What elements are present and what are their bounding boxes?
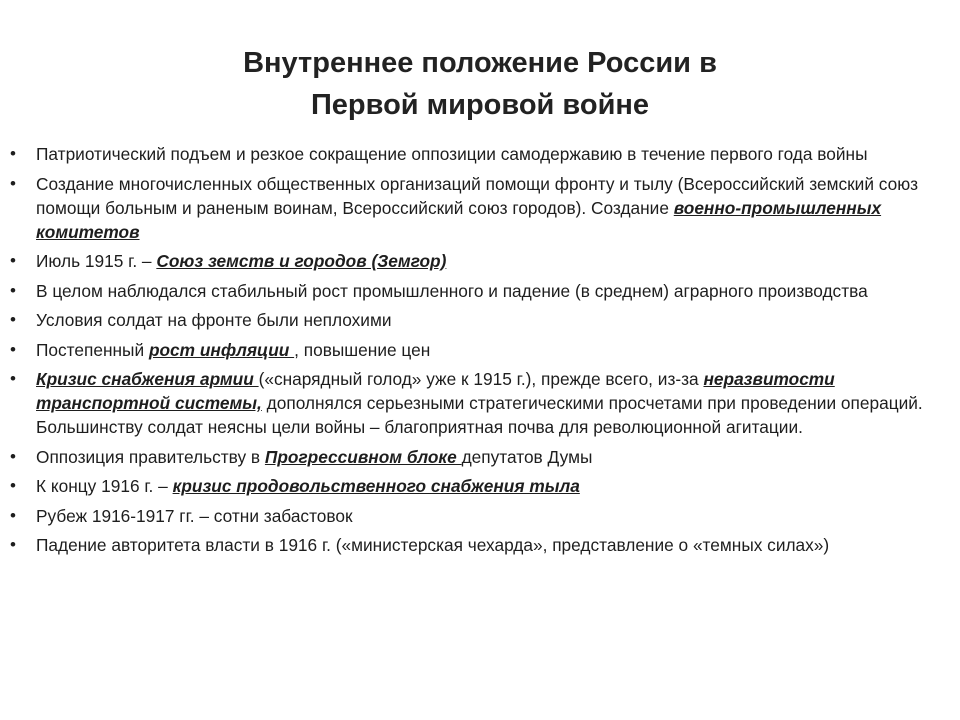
bullet-item: [0, 445, 930, 469]
bullet-text: Оппозиция правительству в: [36, 446, 265, 467]
bullet-text: Постепенный: [36, 339, 149, 360]
bullet-text: К концу 1916 г. –: [36, 476, 173, 496]
bullet-text: В целом наблюдался стабильный рост промышленного и падение (в среднем) аграрного производства: [36, 280, 868, 301]
bullet-item: [0, 474, 930, 498]
bullet-item: [0, 367, 930, 439]
emphasized-term: Кризис снабжения армии: [36, 369, 259, 389]
bullet-item: [0, 338, 930, 362]
bullet-item: [0, 533, 930, 557]
bullet-text: Патриотический подъем и резкое сокращение оппозиции самодержавию в течение первого года войны: [36, 144, 868, 164]
emphasized-term: Союз земств и городов (Земгор): [156, 251, 447, 271]
bullet-list: [0, 142, 930, 563]
bullet-item: [0, 172, 930, 244]
bullet-item: [0, 308, 930, 332]
title-line-2: Первой мировой войне: [310, 89, 650, 121]
emphasized-term: кризис продовольственного снабжения тыла: [172, 476, 580, 496]
bullet-text: Рубеж 1916-1917 гг. – сотни забастовок: [36, 505, 353, 526]
bullet-item: [0, 142, 930, 166]
bullet-text: Падение авторитета власти в 1916 г. («министерская чехарда», представление о «темных силах»): [36, 535, 830, 555]
bullet-item: [0, 249, 930, 273]
emphasized-term: военно-промышленных комитетов: [36, 197, 882, 242]
emphasized-term: Прогрессивном блоке: [264, 446, 462, 467]
emphasized-term: рост инфляции: [148, 339, 295, 360]
emphasized-term: неразвитости транспортной системы,: [36, 369, 835, 413]
bullet-item: [0, 504, 930, 528]
bullet-item: [0, 279, 930, 303]
bullet-text: депутатов Думы: [461, 446, 593, 467]
slide-title: [0, 42, 960, 126]
title-line-1: Внутреннее положение России в: [243, 47, 717, 79]
bullet-text: Условия солдат на фронте были неплохими: [36, 310, 392, 330]
bullet-text: , повышение цен: [294, 339, 431, 360]
bullet-text: Создание многочисленных общественных организаций помощи фронту и тылу (Всероссийский земский союз помощи больным и раненым воинам, Всероссийский союз городов). Создание: [36, 173, 919, 218]
bullet-text: («снарядный голод» уже к 1915 г.), прежде всего, из-за: [258, 369, 704, 389]
bullet-text: Июль 1915 г. –: [36, 251, 157, 271]
bullet-text: дополнялся серьезными стратегическими просчетами при проведении операций. Большинству солдат неясны цели войны – благоприятная почва для революционной агитации.: [36, 393, 923, 437]
